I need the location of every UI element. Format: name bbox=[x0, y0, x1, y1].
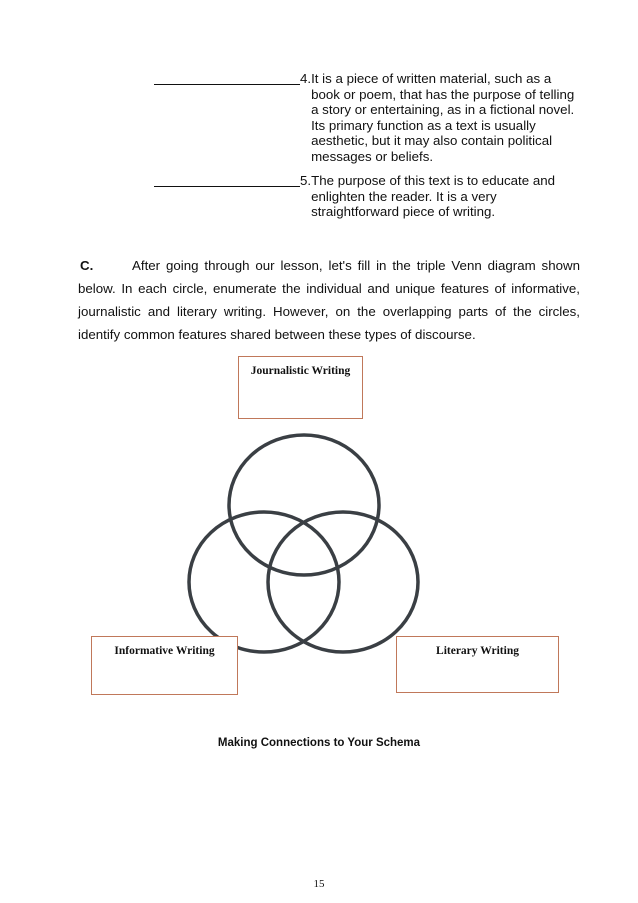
item-number: 5. bbox=[300, 173, 312, 188]
informative-writing-box[interactable] bbox=[91, 636, 238, 695]
venn-circle-right bbox=[268, 512, 418, 652]
section-label: C. bbox=[80, 258, 94, 273]
figure-caption: Making Connections to Your Schema bbox=[217, 737, 421, 749]
literary-writing-box[interactable] bbox=[396, 636, 559, 693]
item-number: 4. bbox=[300, 71, 312, 86]
venn-circle-left bbox=[189, 512, 339, 652]
item-text: The purpose of this text is to educate and enlighten the reader. It is a very straightforward piece of writing. bbox=[311, 173, 556, 219]
box-label: Literary Writing bbox=[436, 645, 519, 657]
box-label: Journalistic Writing bbox=[250, 365, 351, 377]
box-label: Informative Writing bbox=[114, 645, 215, 657]
instruction-text: After going through our lesson, let's fill in the triple Venn diagram shown below. In each circle, enumerate the individual and unique features of informative, journalistic and literary writing. However, on the overlapping parts of the circles, identify common features shared between these types of discourse. bbox=[78, 258, 580, 342]
page-number: 15 bbox=[313, 878, 325, 890]
item-text: It is a piece of written material, such as a book or poem, that has the purpose of telling a story or entertaining, as in a fictional novel. Its primary function as a text is usually aesthetic, but it may also contain political messages or beliefs. bbox=[311, 71, 575, 164]
journalistic-writing-box[interactable] bbox=[238, 356, 363, 419]
venn-circle-top bbox=[229, 435, 379, 575]
